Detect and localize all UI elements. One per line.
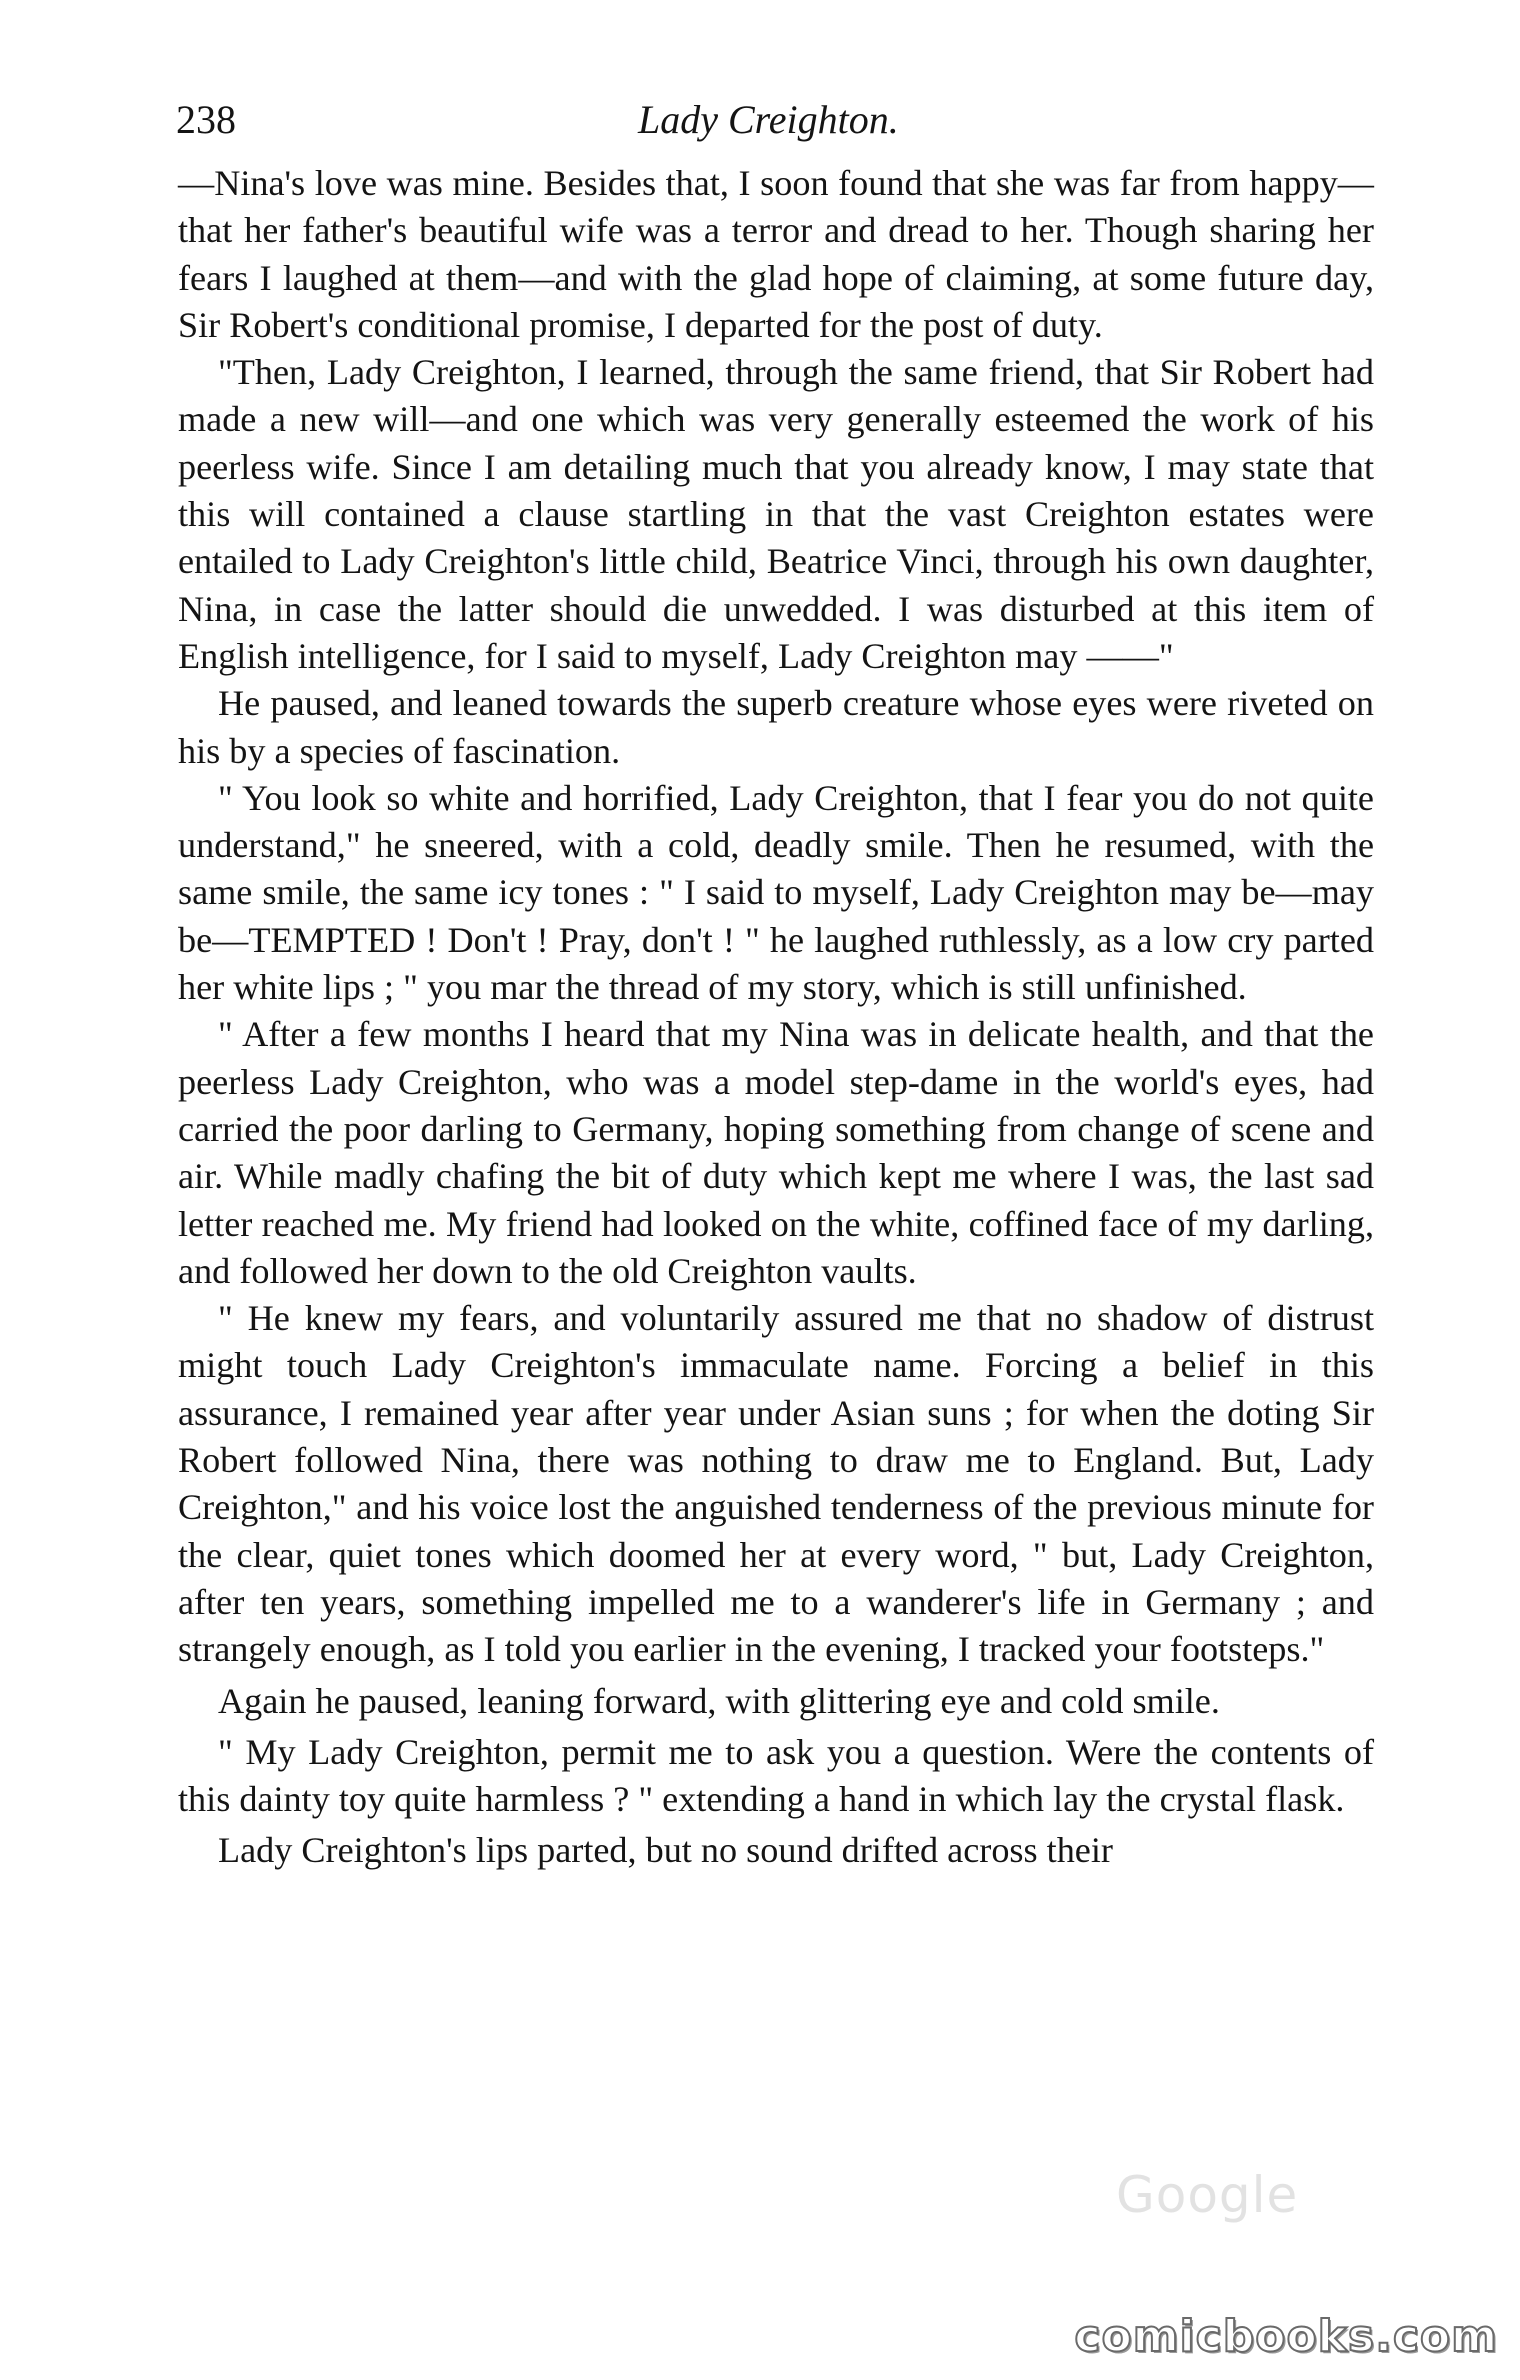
site-watermark: comicbooks.com: [1074, 2311, 1498, 2362]
page-number: 238: [176, 97, 236, 142]
paragraph-6: " He knew my fears, and voluntarily assured me that no shadow of distrust might touch Lady Creighton's immaculate name. Forcing a belief in this assurance, I remained year after year under Asian suns ; for when the doting Sir Robert followed Nina, there was nothing to draw me to England. But, Lady Creighton," and his voice lost the anguished tenderness of the previous minute for the clear, quiet tones which doomed her at every word, " but, Lady Creighton, after ten years, something impelled me to a wanderer's life in Germany ; and strangely enough, as I told you earlier in the evening, I tracked your footsteps.": [178, 1298, 1374, 1670]
paragraph-8: " My Lady Creighton, permit me to ask you a question. Were the contents of this dainty toy quite harmless ? " extending a hand in which lay the crystal flask.: [178, 1731, 1374, 1820]
paragraph-7: Again he paused, leaning forward, with glittering eye and cold smile.: [218, 1680, 1220, 1721]
page-header: [176, 96, 1376, 156]
google-watermark: Google: [1116, 2166, 1299, 2224]
paragraph-3: He paused, and leaned towards the superb creature whose eyes were riveted on his by a species of fascination.: [178, 683, 1374, 771]
running-title: Lady Creighton.: [638, 97, 899, 142]
paragraph-9: Lady Creighton's lips parted, but no sound drifted across their: [218, 1830, 1113, 1871]
paragraph-1: —Nina's love was mine. Besides that, I soon found that she was far from happy—that her father's beautiful wife was a terror and dread to her. Though sharing her fears I laughed at them—and with the glad hope of claiming, at some future day, Sir Robert's conditional promise, I departed for the post of duty.: [178, 163, 1374, 345]
paragraph-4: " You look so white and horrified, Lady Creighton, that I fear you do not quite understand," he sneered, with a cold, deadly smile. Then he resumed, with the same smile, the same icy tones : " I said to myself, Lady Creighton may be—may be—TEMPTED ! Don't ! Pray, don't ! " he laughed ruthlessly, as a low cry parted her white lips ; " you mar the thread of my story, which is still unfinished.: [178, 777, 1374, 1008]
paragraph-2: "Then, Lady Creighton, I learned, through the same friend, that Sir Robert had made a new will—and one which was very generally esteemed the work of his peerless wife. Since I am detailing much that you already know, I may state that this will contained a clause startling in that the vast Creighton estates were entailed to Lady Creighton's little child, Beatrice Vinci, through his own daughter, Nina, in case the latter should die unwedded. I was disturbed at this item of English intelligence, for I said to myself, Lady Creighton may ——": [178, 352, 1374, 676]
paragraph-5: " After a few months I heard that my Nina was in delicate health, and that the peerless Lady Creighton, who was a model step-dame in the world's eyes, had carried the poor darling to Germany, hoping something from change of scene and air. While madly chafing the bit of duty which kept me where I was, the last sad letter reached me. My friend had looked on the white, coffined face of my darling, and followed her down to the old Creighton vaults.: [178, 1014, 1374, 1291]
body-text: [178, 160, 1374, 1875]
